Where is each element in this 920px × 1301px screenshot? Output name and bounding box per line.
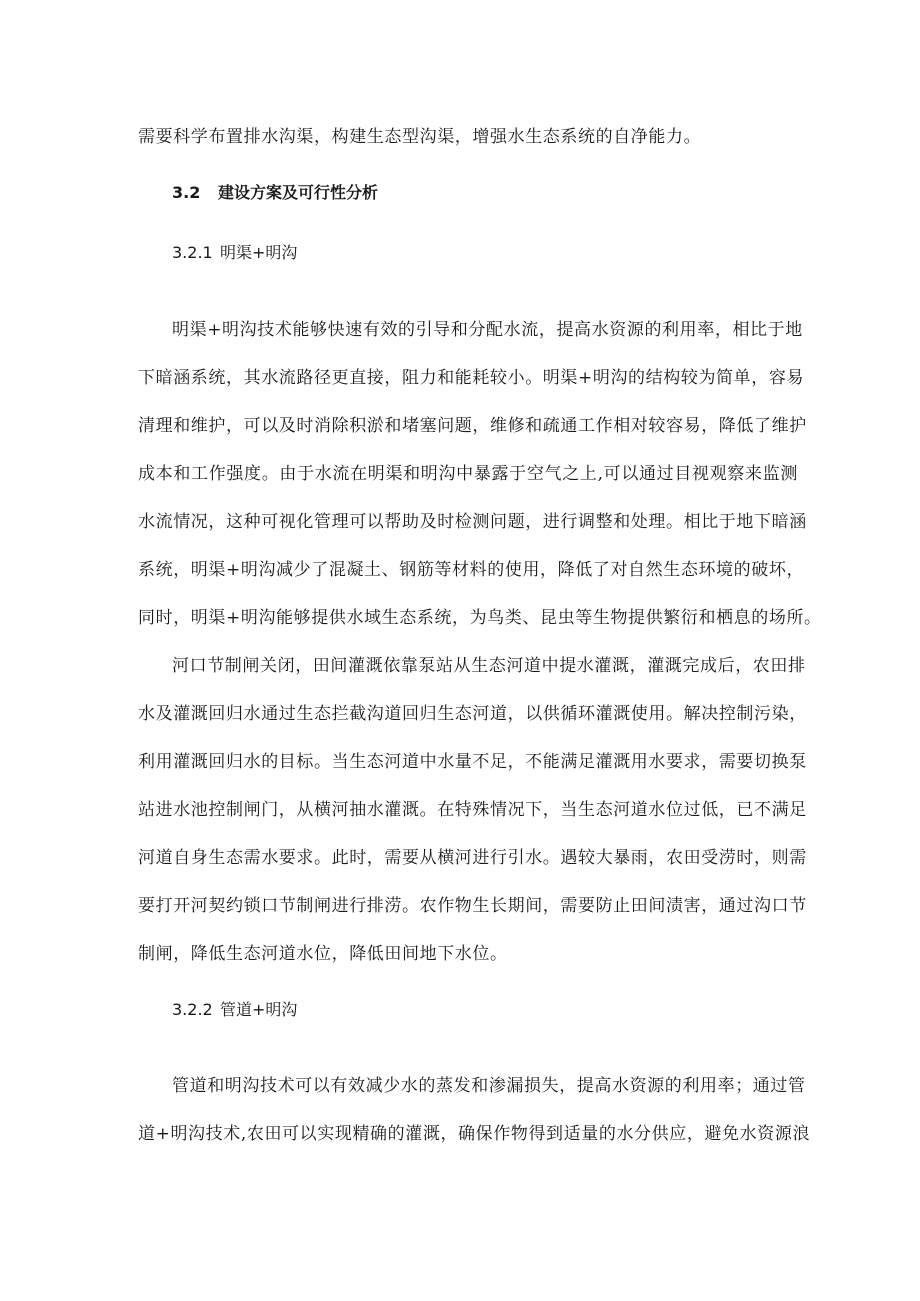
paragraph-line: 系统，明渠+明沟减少了混凝土、钢筋等材料的使用，降低了对自然生态环境的破坏， <box>138 560 805 580</box>
section-heading-3-2-1 <box>172 243 297 263</box>
paragraph-line: 站进水池控制闸门，从横河抽水灌溉。在特殊情况下，当生态河道水位过低，已不满足 <box>138 800 807 820</box>
paragraph-line: 管道和明沟技术可以有效减少水的蒸发和渗漏损失，提高水资源的利用率；通过管 <box>172 1076 806 1096</box>
section-number: 3.2.2 <box>172 1000 213 1019</box>
section-heading-3-2 <box>172 183 378 203</box>
paragraph-line: 水及灌溉回归水通过生态拦截沟道回归生态河道，以供循环灌溉使用。解决控制污染， <box>138 704 807 724</box>
section-title: 明渠+明沟 <box>220 243 298 262</box>
section-number: 3.2.1 <box>172 243 213 262</box>
paragraph-line: 明渠+明沟技术能够快速有效的引导和分配水流，提高水资源的利用率，相比于地 <box>172 320 803 340</box>
paragraph-line: 清理和维护，可以及时消除积淤和堵塞问题，维修和疏通工作相对较容易，降低了维护 <box>138 416 807 436</box>
paragraph-line: 河口节制闸关闭，田间灌溉依靠泵站从生态河道中提水灌溉，灌溉完成后，农田排 <box>172 656 806 676</box>
paragraph-line: 河道自身生态需水要求。此时，需要从横河进行引水。遇较大暴雨，农田受涝时，则需 <box>138 848 807 868</box>
paragraph-line: 水流情况，这种可视化管理可以帮助及时检测问题，进行调整和处理。相比于地下暗涵 <box>138 512 807 532</box>
paragraph-line: 利用灌溉回归水的目标。当生态河道中水量不足，不能满足灌溉用水要求，需要切换泵 <box>138 752 807 772</box>
paragraph-line: 要打开河契约锁口节制闸进行排涝。农作物生长期间，需要防止田间渍害，通过沟口节 <box>138 896 807 916</box>
section-title: 建设方案及可行性分析 <box>218 183 379 202</box>
paragraph-line: 成本和工作强度。由于水流在明渠和明沟中暴露于空气之上,可以通过目视观察来监测 <box>138 464 798 484</box>
paragraph-line: 制闸，降低生态河道水位，降低田间地下水位。 <box>138 944 508 964</box>
paragraph-line: 道+明沟技术,农田可以实现精确的灌溉，确保作物得到适量的水分供应，避免水资源浪 <box>138 1124 811 1144</box>
section-number: 3.2 <box>172 183 201 202</box>
section-title: 管道+明沟 <box>220 1000 298 1019</box>
section-heading-3-2-2 <box>172 1000 297 1020</box>
intro-line: 需要科学布置排水沟渠，构建生态型沟渠，增强水生态系统的自净能力。 <box>138 127 702 147</box>
paragraph-line: 下暗涵系统，其水流路径更直接，阻力和能耗较小。明渠+明沟的结构较为简单，容易 <box>138 368 805 388</box>
paragraph-line: 同时，明渠+明沟能够提供水域生态系统，为鸟类、昆虫等生物提供繁衍和栖息的场所。 <box>138 608 822 628</box>
